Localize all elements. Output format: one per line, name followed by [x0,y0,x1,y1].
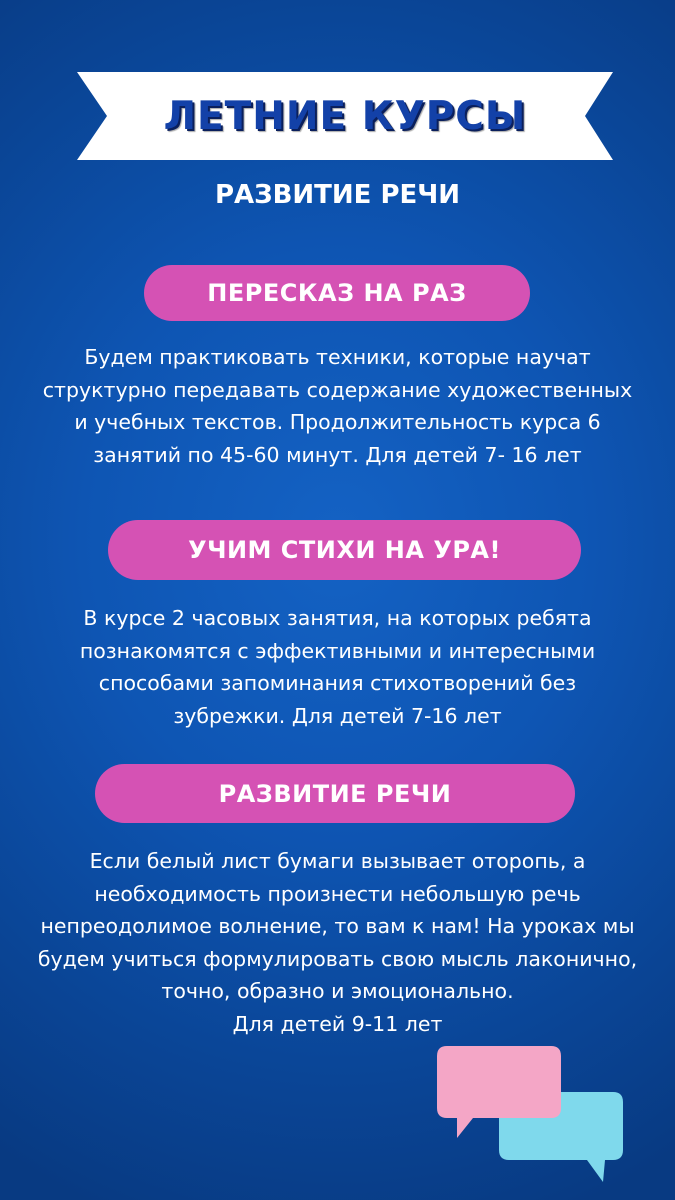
description-line: познакомятся с эффективными и интересными [79,638,596,663]
description-line: занятий по 45-60 минут. Для детей 7- 16 лет [93,442,582,467]
course-description-retelling [0,341,675,471]
description-line: будем учиться формулировать свою мысль лаконично, [37,946,638,971]
description-line: структурно передавать содержание художественных [42,377,633,402]
description-line: способами запоминания стихотворений без [98,671,577,695]
course-title-retelling: ПЕРЕСКАЗ НА РАЗ [144,265,530,321]
description-line: Если белый лист бумаги вызывает оторопь, а [89,849,586,873]
description-line: Для детей 9-11 лет [232,1011,443,1036]
description-line: непреодолимое волнение, то вам к нам! На уроках мы [40,914,635,938]
description-line: точно, образно и эмоционально. [161,979,514,1003]
description-line: В курсе 2 часовых занятия, на которых ребята [83,606,592,630]
page-subtitle: РАЗВИТИЕ РЕЧИ [214,180,461,210]
course-description-speech [0,845,675,1040]
speech-bubbles-icon [437,1044,627,1184]
description-line: Будем практиковать техники, которые научат [84,345,591,369]
description-line: и учебных текстов. Продолжительность курса 6 [74,410,601,434]
description-line: зубрежки. Для детей 7-16 лет [173,703,502,728]
course-title-speech: РАЗВИТИЕ РЕЧИ [95,764,575,823]
course-description-poems [0,602,675,732]
course-title-poems: УЧИМ СТИХИ НА УРА! [108,520,581,580]
title-banner [77,72,613,160]
description-line: необходимость произнести небольшую речь [94,881,581,906]
page-title: ЛЕТНИЕ КУРСЫ [163,93,527,139]
